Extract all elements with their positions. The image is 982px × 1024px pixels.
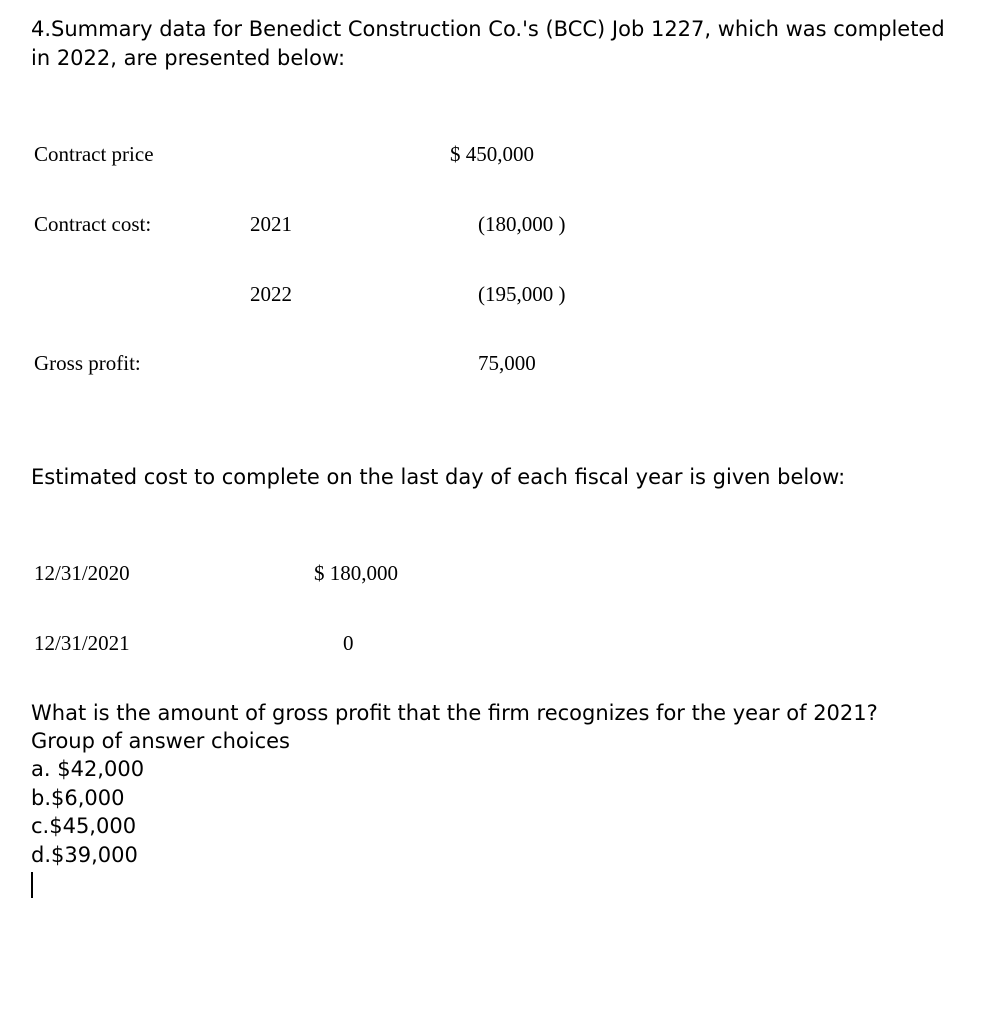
answer-choice-a[interactable]: a. $42,000 xyxy=(31,757,145,781)
contract-price-label: Contract price xyxy=(34,142,154,166)
problem-title-line-1: 4.Summary data for Benedict Construction Co.'s (BCC) Job 1227, which was completed xyxy=(31,17,945,41)
answer-choice-c[interactable]: c.$45,000 xyxy=(31,814,137,838)
question-text: What is the amount of gross profit that the firm recognizes for the year of 2021? xyxy=(31,701,878,725)
estimated-date-2021: 12/31/2021 xyxy=(34,631,130,655)
estimated-value-2020: $ 180,000 xyxy=(314,561,398,585)
contract-cost-value-2022: (195,000 ) xyxy=(478,282,566,306)
contract-cost-value-2021: (180,000 ) xyxy=(478,212,566,236)
answer-choice-d[interactable]: d.$39,000 xyxy=(31,843,138,867)
contract-cost-label: Contract cost: xyxy=(34,212,152,236)
contract-cost-year-2021: 2021 xyxy=(250,212,292,236)
contract-price-value: $ 450,000 xyxy=(450,142,534,166)
gross-profit-label: Gross profit: xyxy=(34,351,141,375)
answer-choices-label: Group of answer choices xyxy=(31,729,290,753)
estimated-date-2020: 12/31/2020 xyxy=(34,561,130,585)
text-cursor xyxy=(31,872,33,898)
answer-choice-b[interactable]: b.$6,000 xyxy=(31,786,125,810)
estimated-value-2021: 0 xyxy=(343,631,354,655)
contract-cost-year-2022: 2022 xyxy=(250,282,292,306)
problem-title-line-2: in 2022, are presented below: xyxy=(31,46,346,70)
gross-profit-value: 75,000 xyxy=(478,351,536,375)
estimated-cost-heading: Estimated cost to complete on the last day of each fiscal year is given below: xyxy=(31,465,846,489)
